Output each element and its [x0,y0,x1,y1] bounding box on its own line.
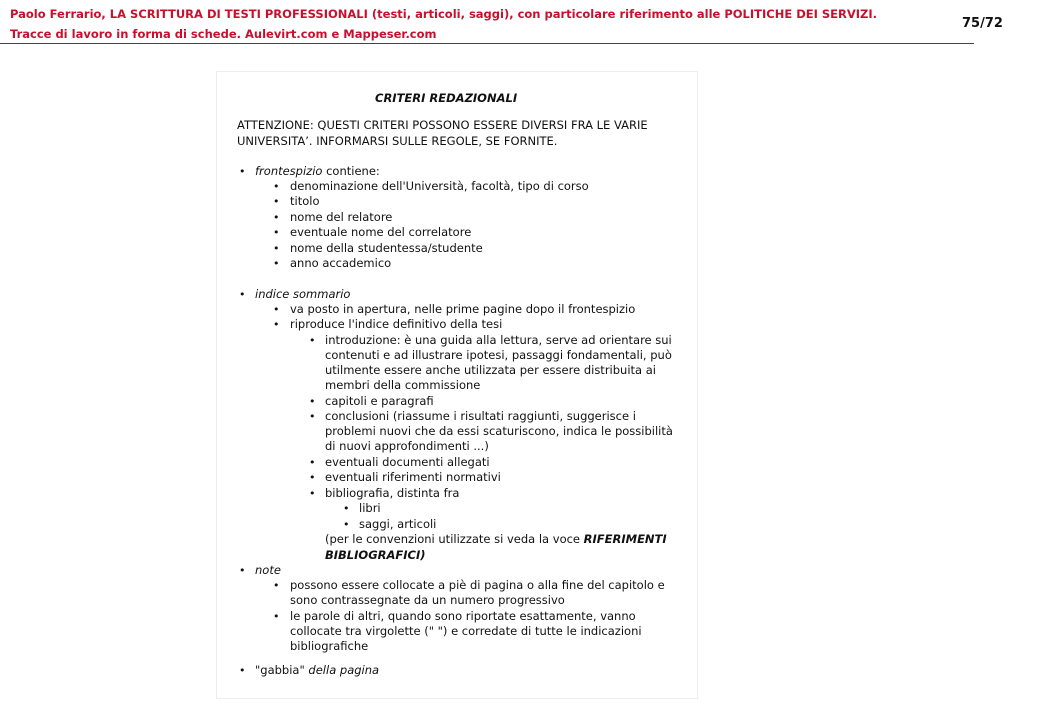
bullet-icon: • [273,211,280,224]
header-title: Paolo Ferrario, LA SCRITTURA DI TESTI PROFESSIONALI (testi, articoli, saggi), con particolare riferimento alle POLITICHE DEI SERVIZI. [10,7,878,21]
bullet-icon: • [273,257,280,270]
list-item: libri [359,501,381,515]
bullet-icon: • [273,242,280,255]
term-frontespizio: frontespizio [255,164,323,178]
list-item: eventuale nome del correlatore [290,225,472,239]
bullet-icon: • [273,180,280,193]
bullet-icon: • [239,564,246,577]
bullet-icon: • [309,410,316,423]
list-item-continued: bibliografiche [290,639,369,653]
term-gabbia: "gabbia" [255,663,305,677]
bullet-icon: • [343,518,350,531]
list-item: riproduce l'indice definitivo della tesi [290,317,503,331]
list-item-continued: collocate tra virgolette (" ") e corredate di tutte le indicazioni [290,624,642,638]
list-item: possono essere collocate a piè di pagina o alla fine del capitolo e [290,578,665,592]
list-item: titolo [290,194,320,208]
warning-notice [237,117,682,149]
list-item: nome del relatore [290,210,393,224]
bullet-icon: • [309,395,316,408]
list-item-continued: contenuti e ad illustrare ipotesi, passaggi fondamentali, può [325,348,672,362]
list-item: conclusioni (riassume i risultati raggiunti, suggerisce i [325,409,636,423]
bullet-icon: • [273,610,280,623]
list-item: va posto in apertura, nelle prime pagine dopo il frontespizio [290,302,636,316]
conventions-note [325,532,667,547]
list-item: anno accademico [290,256,392,270]
conventions-reference: RIFERIMENTI [583,532,667,546]
list-item-continued: sono contrassegnate da un numero progressivo [290,593,565,607]
list-item: nome della studentessa/studente [290,241,483,255]
scanned-document [217,72,697,698]
list-item: introduzione: è una guida alla lettura, serve ad orientare sui [325,333,672,347]
bullet-icon: • [239,288,246,301]
bullet-icon: • [273,318,280,331]
bullet-icon: • [343,502,350,515]
list-item-frontespizio [255,164,380,179]
bullet-icon: • [273,226,280,239]
list-item: eventuali documenti allegati [325,455,490,469]
list-item-gabbia [255,663,379,678]
list-item: capitoli e paragrafi [325,394,434,408]
list-item-continued: utilmente essere anche utilizzata per essere distribuita ai [325,363,656,377]
conventions-reference-continued: BIBLIOGRAFICI) [325,548,426,562]
list-item: bibliografia, distinta fra [325,486,460,500]
list-item: denominazione dell'Università, facoltà, tipo di corso [290,179,589,193]
term-suffix: contiene: [322,164,380,178]
bullet-icon: • [309,456,316,469]
term-suffix: della pagina [304,663,380,677]
bullet-icon: • [239,165,246,178]
bullet-icon: • [239,664,246,677]
bullet-icon: • [273,303,280,316]
bullet-icon: • [309,471,316,484]
list-item: saggi, articoli [359,517,437,531]
list-item-continued: membri della commissione [325,378,481,392]
conventions-text: (per le convenzioni utilizzate si veda la voce [325,532,584,546]
list-item-continued: problemi nuovi che da essi scaturiscono, indica le possibilità [325,424,673,438]
warning-line: ATTENZIONE: QUESTI CRITERI POSSONO ESSERE DIVERSI FRA LE VARIE [237,118,648,132]
header-divider [0,43,974,44]
page-number: 75/72 [962,16,1003,31]
bullet-icon: • [273,579,280,592]
list-item: eventuali riferimenti normativi [325,470,501,484]
list-item: le parole di altri, quando sono riportate esattamente, vanno [290,609,636,623]
bullet-icon: • [309,487,316,500]
list-item-indice: indice sommario [255,287,351,301]
bullet-icon: • [273,195,280,208]
bullet-icon: • [309,334,316,347]
warning-line: UNIVERSITA’. INFORMARSI SULLE REGOLE, SE FORNITE. [237,134,558,148]
document-title: CRITERI REDAZIONALI [375,91,518,105]
header-subtitle: Tracce di lavoro in forma di schede. Aulevirt.com e Mappeser.com [10,27,437,41]
list-item-continued: di nuovi approfondimenti ...) [325,439,489,453]
list-item-note: note [255,563,281,577]
